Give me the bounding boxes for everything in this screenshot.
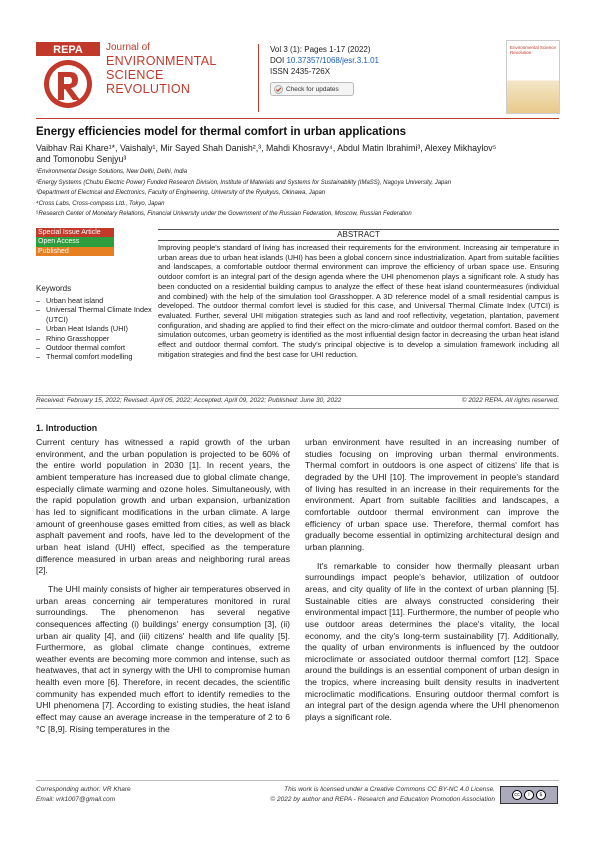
affiliation: ⁵Research Center of Monetary Relations, Financial University under the Government of the Russian Federation, Moscow, Russian Federation bbox=[36, 211, 412, 217]
keyword-text: Urban Heat Islands (UHI) bbox=[46, 324, 128, 334]
paragraph: Current century has witnessed a rapid growth of the urban environment, and the urban population is projected to be 60% of the entire world population in 2030 [1]. In recent years, the ambient temperature has increased due to global climate change, especially climate warming and ozone holes. Simultaneously, with the rapid population growth and urban expansion, urbanization has led to significant modifications in the urban climate. A large amount of greenhouse gases emitted from cities, as well as black asphalt pavement and roofs, have led to the development of the urban heat island (UHI) effect, specified as the temperature difference measured in urban areas and neighboring rural areas [2]. bbox=[36, 437, 290, 576]
paragraph: It's remarkable to consider how thermally pleasant urban surroundings impact people's behavior, utilization of outdoor areas, and city quality of life in the context of urban planning [5]. Sustainable cities are always constructed considering their environmental impact [11]. Furthermore, the number of people who use outdoor areas determines the place's vitality, the local economy, and the city's long-term sustainability [7]. Additionally, the quality of urban environments is influenced by the outdoor microclimate or associated outdoor thermal comfort [12]. Space around the buildings is an essential component of urban design in the tropics, where increasing built density results in inadvertent microclimatic modifications. Ensuring outdoor thermal comfort is an integral part of the design agenda where the UHI phenomenon plays a significant role. bbox=[305, 560, 559, 723]
affiliation: ²Energy Systems (Chubu Electric Power) Funded Research Division, Institute of Materials and Systems for Sustainability (IMaSS), Nagoya University, Japan bbox=[36, 179, 452, 186]
keyword-text: Urban heat island bbox=[46, 296, 104, 305]
author-list bbox=[36, 143, 559, 165]
corresponding-email[interactable]: Email: vrk1007@gmail.com bbox=[36, 795, 116, 803]
affiliation: ³Department of Electrical and Electronics, Faculty of Engineering, University of the Ryukyus, Okinawa, Japan bbox=[36, 190, 326, 196]
footer-copyright: © 2022 by author and REPA - Research and Education Promotion Association bbox=[270, 795, 495, 803]
footer-rule bbox=[36, 780, 559, 781]
crossmark-icon bbox=[274, 85, 283, 94]
special-issue-badge: Special Issue Article bbox=[36, 228, 114, 237]
publication-dates bbox=[36, 397, 559, 404]
cc-license-badge[interactable] bbox=[500, 786, 558, 804]
abstract-heading: ABSTRACT bbox=[337, 230, 380, 239]
journal-name-line: ENVIRONMENTAL bbox=[106, 54, 217, 68]
repa-logo bbox=[36, 42, 100, 110]
body-column-left bbox=[36, 437, 290, 735]
section-heading: 1. Introduction bbox=[36, 423, 98, 433]
header-divider bbox=[258, 44, 259, 112]
cc-icon: cc bbox=[512, 790, 522, 800]
nc-icon: $ bbox=[536, 790, 546, 800]
corresponding-name: Corresponding author: VR Khare bbox=[36, 786, 131, 793]
history-dates: Received: February 15, 2022; Revised: April 05, 2022; Accepted: April 09, 2022; Published: June 30, 2022 bbox=[36, 397, 342, 404]
abstract-text: Improving people's standard of living has increased their requirements for the environment. Increasing air temperature in urban areas due to urban heat islands (UHI) has been a global concern since industrialization. Apart from suitable facilities and landscapes, a comfortable outdoor thermal environment can improve the efficiency of urban space use. Ensuring outdoor comfort is an integral part of the design agenda where the UHI phenomenon plays a significant role. A study has been conducted on a residential building campus to analyze the effect of these heat island countermeasures (individual and combined) with the help of the simulation tool Grasshopper. A 3D reference model of a small residential campus is developed. The outdoor thermal comfort level is studied for this case, and Universal Thermal Climate Index (UTCI) is evaluated. Further, several UHI mitigation strategies such as land and roof reflectivity, vegetation, plantation, pavement configuration, and shading are applied to find their effect on the micro-climate and outdoor thermal comfort. Based on the simulation outcomes, urban geometry is identified as the most influential design factor in decreasing the urban heat island effect and outdoor thermal comfort. The study's principal objective is to develop a simulation framework including all mitigation strategies and find the best case for UHI reduction. bbox=[158, 243, 559, 359]
dates-top-rule bbox=[36, 395, 559, 396]
doi-link[interactable]: 10.37357/1068/jesr.3.1.01 bbox=[286, 56, 379, 65]
keyword-item: – Outdoor thermal comfort bbox=[36, 343, 126, 353]
abstract-heading-rule bbox=[158, 240, 559, 241]
check-updates-button[interactable] bbox=[270, 82, 354, 96]
journal-name-line: SCIENCE bbox=[106, 68, 164, 82]
journal-name-line: REVOLUTION bbox=[106, 82, 191, 96]
copyright-notice: © 2022 REPA. All rights reserved. bbox=[461, 397, 559, 404]
keyword-item: – Rhino Grasshopper bbox=[36, 333, 110, 343]
affiliation: ¹Environmental Design Solutions, New Delhi, Delhi, India bbox=[36, 169, 188, 175]
dates-bottom-rule bbox=[36, 408, 559, 409]
keywords-list bbox=[36, 296, 156, 362]
open-access-badge: Open Access bbox=[36, 237, 114, 246]
paper-title: Energy efficiencies model for thermal comfort in urban applications bbox=[36, 126, 406, 138]
journal-cover-thumbnail bbox=[506, 40, 560, 114]
doi-label: DOI bbox=[270, 56, 285, 65]
keyword-item: – Universal Thermal Climate Index (UTCI) bbox=[36, 305, 156, 324]
by-icon: i bbox=[524, 790, 534, 800]
affiliations bbox=[36, 167, 559, 220]
license-text: This work is licensed under a Creative Commons CC BY-NC 4.0 License. bbox=[284, 786, 495, 793]
keyword-text: Thermal comfort modelling bbox=[46, 352, 133, 362]
journal-of-label: Journal of bbox=[106, 42, 150, 53]
keyword-item: – Urban heat island bbox=[36, 296, 104, 305]
publication-meta bbox=[270, 44, 379, 77]
paragraph: The UHI mainly consists of higher air temperatures observed in urban areas concerning air temperatures monitored in rural surroundings. The phenomenon has several negative consequences affecting (i) buildings' energy consumption [3], (ii) urban air quality [4], and (iii) citizens' health and life quality [5]. Furthermore, as global climate change continues, extreme weather events are becoming more common and intense, such as heatwaves, that act in synergy with the UHI to compromise human health even more [6]. Therefore, in recent decades, the scientific community has expended much effort to identify remedies to the UHI phenomena [7]. According to existing studies, the heat island effect may cause an average increase in the temperature of 2 to 6 °C [8,9]. Rising temperatures in the bbox=[36, 583, 290, 734]
header-rule bbox=[36, 118, 559, 119]
body-column-right bbox=[305, 437, 559, 724]
affiliation: ⁴Cross Labs, Cross-compass Ltd., Tokyo, Japan bbox=[36, 200, 165, 207]
keyword-text: Universal Thermal Climate Index (UTCI) bbox=[46, 305, 152, 324]
svg-text:REPA: REPA bbox=[53, 44, 83, 56]
corresponding-author bbox=[36, 785, 131, 804]
doi-line bbox=[270, 55, 379, 66]
journal-name bbox=[106, 54, 217, 96]
published-badge: Published bbox=[36, 247, 114, 256]
paragraph: urban environment have resulted in an increasing number of studies focusing on improving urban thermal environments. Thermal comfort in outdoors is one aspect of citizens' life that is degraded by the UHI [10]. The improvement in people's standard of living has resulted in an increase in their requirements for the environment. Apart from suitable facilities and landscapes, a comfortable outdoor thermal environment can improve the efficiency of urban space use. Therefore, thermal comfort has gradually become essential in optimizing architectural design and urban planning. bbox=[305, 437, 559, 552]
authors-line: Vaibhav Rai Khare¹*, Vaishaly¹, Mir Sayed Shah Danish²,³, Mahdi Khosravy⁴, Abdul Matin Ibrahimi³, Alexey Mikhaylov⁵ bbox=[36, 143, 497, 153]
check-updates-label: Check for updates bbox=[286, 85, 339, 93]
issn: ISSN 2435-726X bbox=[270, 67, 331, 76]
keywords-heading: Keywords bbox=[36, 284, 72, 293]
cover-title: Environmental Science Revolution bbox=[510, 45, 557, 55]
article-tags bbox=[36, 228, 114, 256]
license-notice bbox=[230, 785, 495, 804]
keyword-text: Rhino Grasshopper bbox=[46, 333, 110, 343]
keyword-item: – Thermal comfort modelling bbox=[36, 352, 133, 362]
keyword-item: – Urban Heat Islands (UHI) bbox=[36, 324, 128, 334]
authors-line: and Tomonobu Senjyu³ bbox=[36, 154, 127, 164]
keyword-text: Outdoor thermal comfort bbox=[46, 343, 126, 353]
volume-info: Vol 3 (1): Pages 1-17 (2022) bbox=[270, 45, 371, 54]
